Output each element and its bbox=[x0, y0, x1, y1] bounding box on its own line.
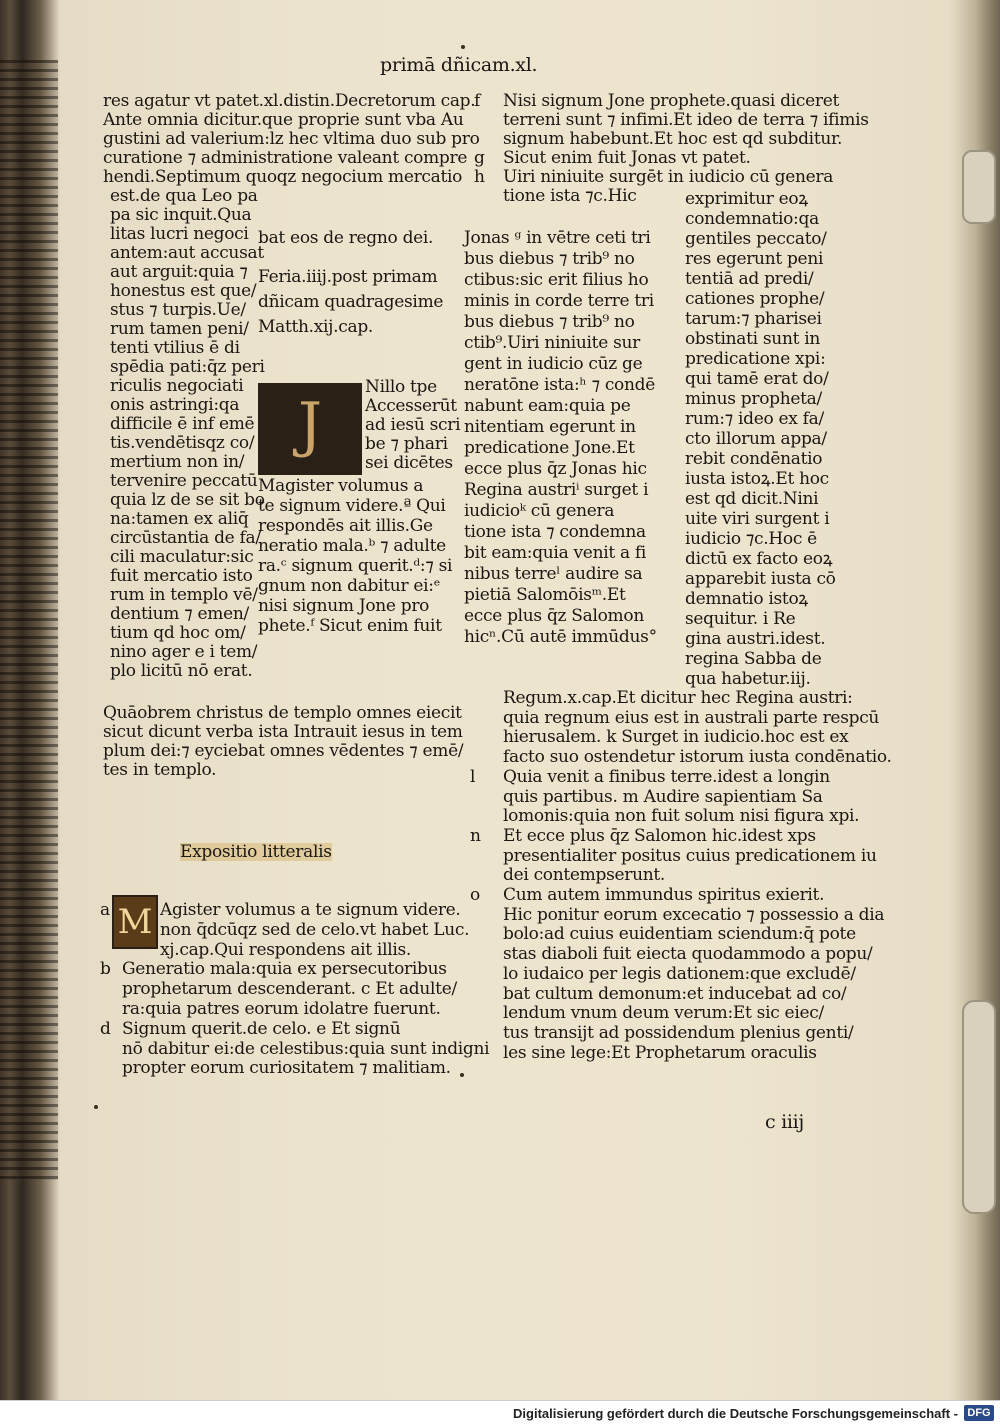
text-line: exprimitur eoꝝ bbox=[685, 189, 808, 209]
text-line: plo licitū nō erat. bbox=[110, 661, 253, 681]
text-line: te signum videre.ª Qui bbox=[258, 496, 446, 516]
text-line: tione ista ⁊ condemna bbox=[464, 522, 646, 542]
text-line: tione ista ⁊c.Hic bbox=[503, 186, 637, 206]
note-mark: g bbox=[474, 148, 485, 168]
text-line: circūstantia de fa/ bbox=[110, 528, 261, 548]
dfg-logo: DFG bbox=[964, 1405, 994, 1421]
note-mark: n bbox=[470, 825, 481, 846]
text-line: ra.ᶜ signum querit.ᵈ:⁊ si bbox=[258, 556, 453, 576]
text-line: Feria.iiij.post primam bbox=[258, 267, 438, 287]
note-mark: o bbox=[470, 885, 480, 905]
text-line: dentium ⁊ emen/ bbox=[110, 604, 249, 624]
signature-mark: c iiij bbox=[765, 1111, 805, 1133]
text-line: onis astringi:qa bbox=[110, 395, 240, 415]
text-line: nisi signum Jone pro bbox=[258, 596, 430, 616]
text-line: Cum autem immundus spiritus exierit. bbox=[503, 885, 825, 905]
text-line: sei dicētes bbox=[365, 453, 453, 473]
text-line: lendum vnum deum verum:Et sic eiec/ bbox=[503, 1003, 824, 1024]
text-line: curatione ⁊ administratione valeant compre bbox=[103, 148, 468, 168]
text-line: respondēs ait illis.Ge bbox=[258, 516, 433, 536]
text-line: gina austri.idest. bbox=[685, 629, 826, 649]
text-line: presentialiter positus cuius predicationem iu bbox=[503, 845, 877, 866]
text-line: neratōne ista:ʰ ⁊ condē bbox=[464, 375, 655, 395]
text-line: fuit mercatio isto bbox=[110, 566, 253, 586]
text-line: cationes prophe/ bbox=[685, 289, 825, 309]
text-line: lo iudaico per legis dationem:que excludē/ bbox=[503, 963, 856, 984]
text-line: gnum non dabitur ei:ᵉ bbox=[258, 576, 440, 596]
text-line: Regina austriⁱ surget i bbox=[464, 480, 649, 500]
text-line: na:tamen ex aliq̄ bbox=[110, 509, 249, 529]
text-line: obstinati sunt in bbox=[685, 329, 821, 349]
text-line: demnatio istoꝝ bbox=[685, 589, 808, 609]
text-line: rum tamen peni/ bbox=[110, 319, 249, 339]
text-line: Signum querit.de celo. e Et signū bbox=[122, 1018, 401, 1039]
text-line: quia regnum eius est in australi parte respcū bbox=[503, 707, 880, 728]
text-line: phete.ᶠ Sicut enim fuit bbox=[258, 616, 442, 636]
text-line: est.de qua Leo pa bbox=[110, 186, 258, 206]
text-line: iudicio ⁊c.Hoc ē bbox=[685, 529, 817, 549]
text-line: hicⁿ.Cū autē immūdus° bbox=[464, 627, 657, 647]
text-line: apparebit iusta cō bbox=[685, 569, 836, 589]
text-line: res egerunt peni bbox=[685, 249, 824, 269]
text-line: litas lucri negoci bbox=[110, 224, 249, 244]
text-line: quia lz de se sit bo bbox=[110, 490, 265, 510]
text-line: uite viri surgent i bbox=[685, 509, 830, 529]
footer-credit: Digitalisierung gefördert durch die Deutsche Forschungsgemeinschaft - bbox=[513, 1406, 958, 1421]
text-line: Quia venit a finibus terre.idest a longin bbox=[503, 766, 830, 787]
text-line: dei contempserunt. bbox=[503, 865, 666, 886]
text-line: nō dabitur ei:de celestibus:quia sunt indigni bbox=[122, 1038, 490, 1059]
text-line: Et ecce plus q̄z Salomon hic.idest xps bbox=[503, 825, 816, 846]
note-mark: h bbox=[474, 167, 485, 187]
text-line: aut arguit:quia ⁊ bbox=[110, 262, 248, 282]
text-line: quis partibus. m Audire sapientiam Sa bbox=[503, 786, 823, 807]
ink-dot bbox=[94, 1105, 98, 1109]
section-heading: Expositio litteralis bbox=[180, 842, 332, 862]
text-line: predicatione xpi: bbox=[685, 349, 826, 369]
text-line: xj.cap.Qui respondens ait illis. bbox=[160, 939, 412, 960]
digitization-footer bbox=[0, 1400, 1000, 1427]
text-line: honestus est que/ bbox=[110, 281, 257, 301]
ink-dot bbox=[460, 1073, 464, 1077]
text-line: riculis negociati bbox=[110, 376, 244, 396]
text-line: terreni sunt ⁊ infimi.Et ideo de terra ⁊ ifimis bbox=[503, 110, 869, 130]
text-line: signum habebunt.Et hoc est qd subditur. bbox=[503, 129, 843, 149]
text-line: nitentiam egerunt in bbox=[464, 417, 636, 437]
text-line: iudicioᵏ cū genera bbox=[464, 501, 615, 521]
text-line: Hic ponitur eorum excecatio ⁊ possessio a dia bbox=[503, 904, 885, 925]
text-line: sicut dicunt verba ista Intrauit iesus in tem bbox=[103, 722, 463, 742]
text-line: Nisi signum Jone prophete.quasi diceret bbox=[503, 91, 839, 111]
running-head: primā dñicam.xl. bbox=[380, 54, 538, 76]
note-mark: f bbox=[474, 91, 480, 111]
text-line: facto suo ostendetur istorum iusta condēnatio. bbox=[503, 747, 892, 768]
text-line: Uiri niniuite surgēt in iudicio cū genera bbox=[503, 167, 834, 187]
text-line: pietiā Salomōisᵐ.Et bbox=[464, 585, 626, 605]
text-line: res agatur vt patet.xl.distin.Decretorum cap. bbox=[103, 91, 476, 111]
text-line: propter eorum curiositatem ⁊ malitiam. bbox=[122, 1058, 451, 1079]
text-line: ecce plus q̄z Salomon bbox=[464, 606, 644, 626]
text-line: Jonas ᵍ in vētre ceti tri bbox=[464, 228, 651, 248]
text-line: Magister volumus a bbox=[258, 476, 424, 496]
text-line: tes in templo. bbox=[103, 760, 217, 780]
text-line: rum:⁊ ideo ex fa/ bbox=[685, 409, 824, 429]
text-line: tarum:⁊ pharisei bbox=[685, 309, 822, 329]
text-line: tentiā ad predi/ bbox=[685, 269, 814, 289]
text-line: antem:aut accusat bbox=[110, 243, 264, 263]
decorated-initial-j: J bbox=[258, 383, 362, 475]
text-line: non q̄dcūqz sed de celo.vt habet Luc. bbox=[160, 919, 470, 940]
text-line: Accesserūt bbox=[365, 396, 457, 416]
text-line: tervenire peccatū bbox=[110, 471, 258, 491]
text-line: Matth.xij.cap. bbox=[258, 317, 373, 337]
text-line: gent in iudicio cūz ge bbox=[464, 354, 643, 374]
text-line: ra:quia patres eorum idolatre fuerunt. bbox=[122, 999, 441, 1019]
text-line: stus ⁊ turpis.Ue/ bbox=[110, 300, 246, 320]
text-line: bolo:ad cuius euidentiam sciendum:q̄ pote bbox=[503, 924, 856, 945]
text-line: Sicut enim fuit Jonas vt patet. bbox=[503, 148, 751, 168]
text-line: stas diaboli fuit eiecta quodammodo a popu/ bbox=[503, 944, 873, 965]
text-line: Ante omnia dicitur.que proprie sunt vba Au bbox=[103, 110, 464, 130]
text-line: minis in corde terre tri bbox=[464, 291, 654, 311]
note-mark: d bbox=[100, 1018, 111, 1039]
note-mark: b bbox=[100, 959, 111, 980]
text-line: minus propheta/ bbox=[685, 389, 822, 409]
text-line: dictū ex facto eoꝝ bbox=[685, 549, 833, 569]
text-line: tus transijt ad possidendum plenius genti/ bbox=[503, 1022, 854, 1043]
text-line: bus diebus ⁊ trib⁹ no bbox=[464, 312, 635, 332]
text-line: cto illorum appa/ bbox=[685, 429, 827, 449]
text-line: dñicam quadragesime bbox=[258, 292, 444, 312]
text-line: prophetarum descenderant. c Et adulte/ bbox=[122, 979, 457, 1000]
text-line: ecce plus q̄z Jonas hic bbox=[464, 459, 647, 479]
text-line: regina Sabba de bbox=[685, 649, 822, 669]
text-line: gustini ad valerium:lz hec vltima duo sub pro bbox=[103, 129, 480, 149]
text-line: Regum.x.cap.Et dicitur hec Regina austri: bbox=[503, 688, 853, 708]
text-line: nibus terreˡ audire sa bbox=[464, 564, 643, 584]
text-line: hendi.Septimum quoqz negocium mercatio bbox=[103, 167, 463, 187]
text-line: bit eam:quia venit a fi bbox=[464, 543, 647, 563]
text-line: bus diebus ⁊ trib⁹ no bbox=[464, 249, 635, 269]
text-line: spēdia pati:q̄z peri bbox=[110, 357, 265, 377]
text-line: Generatio mala:quia ex persecutoribus bbox=[122, 959, 447, 980]
text-line: Quāobrem christus de templo omnes eiecit bbox=[103, 703, 462, 723]
text-line: predicatione Jone.Et bbox=[464, 438, 635, 458]
text-line: pa sic inquit.Qua bbox=[110, 205, 252, 225]
text-line: est qd dicit.Nini bbox=[685, 489, 819, 509]
text-line: qua habetur.iij. bbox=[685, 669, 811, 689]
text-line: tium qd hoc om/ bbox=[110, 623, 246, 643]
text-line: mertium non in/ bbox=[110, 452, 245, 472]
text-line: lomonis:quia non fuit solum nisi figura xpi. bbox=[503, 806, 860, 827]
gospel-first-line: bat eos de regno dei. bbox=[258, 228, 434, 248]
text-line: cili maculatur:sic bbox=[110, 547, 254, 567]
text-line: qui tamē erat do/ bbox=[685, 369, 829, 389]
text-line: ctibus:sic erit filius ho bbox=[464, 270, 649, 290]
text-line: tis.vendētisqz co/ bbox=[110, 433, 255, 453]
decorated-initial-m: M bbox=[112, 895, 158, 949]
text-line: les sine lege:Et Prophetarum oraculis bbox=[503, 1042, 817, 1063]
text-line: Nillo tpe bbox=[365, 377, 437, 397]
text-line: tenti vtilius ē di bbox=[110, 338, 240, 358]
text-line: gentiles peccato/ bbox=[685, 229, 827, 249]
text-line: hierusalem. k Surget in iudicio.hoc est ex bbox=[503, 727, 849, 748]
note-mark: a bbox=[100, 900, 110, 920]
text-line: be ⁊ phari bbox=[365, 434, 448, 454]
text-line: nino ager e i tem/ bbox=[110, 642, 258, 662]
text-line: nabunt eam:quia pe bbox=[464, 396, 631, 416]
text-line: bat cultum demonum:et inducebat ad co/ bbox=[503, 983, 847, 1004]
text-line: ad iesū scri bbox=[365, 415, 461, 435]
text-line: rebit condēnatio bbox=[685, 449, 823, 469]
ink-dot bbox=[461, 45, 465, 49]
text-line: condemnatio:qa bbox=[685, 209, 819, 229]
text-line: neratio mala.ᵇ ⁊ adulte bbox=[258, 536, 446, 556]
text-line: difficile ē inf emē bbox=[110, 414, 255, 434]
text-line: Agister volumus a te signum videre. bbox=[160, 900, 461, 920]
text-line: iusta istoꝝ.Et hoc bbox=[685, 469, 829, 489]
text-line: rum in templo vē/ bbox=[110, 585, 258, 605]
note-mark: l bbox=[470, 766, 476, 787]
text-line: plum dei:⁊ eyciebat omnes vēdentes ⁊ emē/ bbox=[103, 741, 464, 761]
text-line: sequitur. i Re bbox=[685, 609, 796, 629]
text-line: ctib⁹.Uiri niniuite sur bbox=[464, 333, 640, 353]
